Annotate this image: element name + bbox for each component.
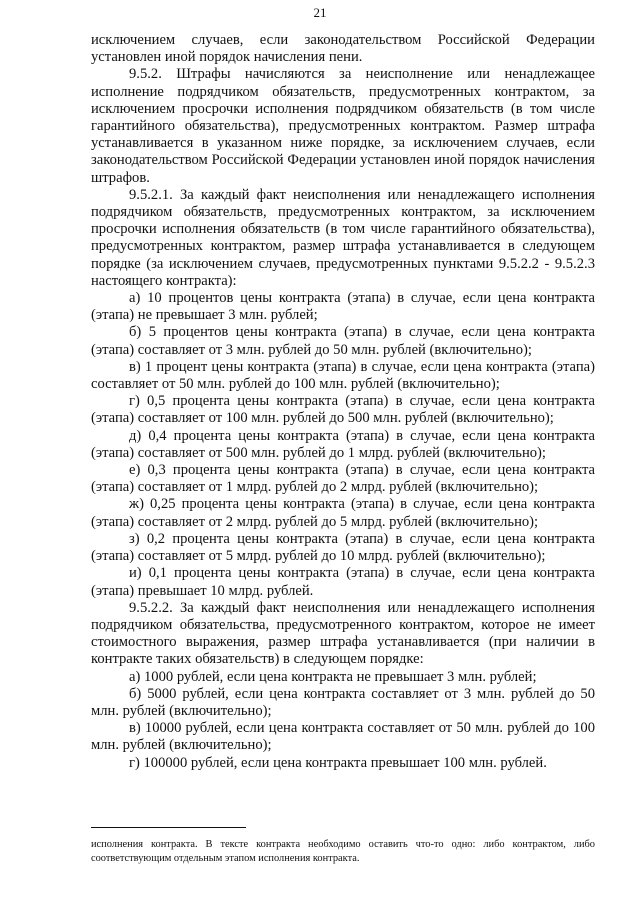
list-item-a: а) 10 процентов цены контракта (этапа) в случае, если цена контракта (этапа) не превышает 3 млн. рублей;	[91, 290, 595, 324]
list-item-b: б) 5 процентов цены контракта (этапа) в случае, если цена контракта (этапа) составляет от 3 млн. рублей до 50 млн. рублей (включительно);	[91, 324, 595, 358]
list-item-d: д) 0,4 процента цены контракта (этапа) в случае, если цена контракта (этапа) составляет от 500 млн. рублей до 1 млрд. рублей (включительно);	[91, 427, 595, 461]
fine-item-g: г) 100000 рублей, если цена контракта превышает 100 млн. рублей.	[129, 754, 547, 771]
paragraph-9-5-2: 9.5.2. Штрафы начисляются за неисполнение или ненадлежащее исполнение подрядчиком обязательств, предусмотренных контрактом, за исключением просрочки исполнения подрядчиком обязательств (в том числе гарантийного обязательства), предусмотренных контрактом. Размер штрафа устанавливается в указанном ниже порядке, за исключением случаев, если законодательством Российской Федерации установлен иной порядок начисления штрафов.	[91, 66, 595, 186]
fine-item-a: а) 1000 рублей, если цена контракта не превышает 3 млн. рублей;	[129, 668, 537, 685]
fine-item-v: в) 10000 рублей, если цена контракта составляет от 50 млн. рублей до 100 млн. рублей (включительно);	[91, 720, 595, 754]
list-item-zh: ж) 0,25 процента цены контракта (этапа) в случае, если цена контракта (этапа) составляет от 2 млрд. рублей до 5 млрд. рублей (включительно);	[91, 496, 595, 530]
list-item-z: з) 0,2 процента цены контракта (этапа) в случае, если цена контракта (этапа) составляет от 5 млрд. рублей до 10 млрд. рублей (включительно);	[91, 530, 595, 565]
list-item-i: и) 0,1 процента цены контракта (этапа) в случае, если цена контракта (этапа) превышает 10 млрд. рублей.	[91, 565, 595, 599]
list-item-g: г) 0,5 процента цены контракта (этапа) в случае, если цена контракта (этапа) составляет от 100 млн. рублей до 500 млн. рублей (включительно);	[91, 393, 595, 427]
page-number: 21	[313, 5, 327, 20]
footnote-separator	[91, 827, 246, 828]
list-item-e: е) 0,3 процента цены контракта (этапа) в случае, если цена контракта (этапа) составляет от 1 млрд. рублей до 2 млрд. рублей (включительно);	[91, 462, 595, 496]
footnote-text: исполнения контракта. В тексте контракта необходимо оставить что-то одно: либо контрактом, либо соответствующим отдельным этапом исполнения контракта.	[91, 839, 595, 864]
paragraph-9-5-2-2: 9.5.2.2. За каждый факт неисполнения или ненадлежащего исполнения подрядчиком обязательства, предусмотренного контрактом, которое не имеет стоимостного выражения, размер штрафа устанавливается (при наличии в контракте таких обязательств) в следующем порядке:	[91, 599, 595, 668]
paragraph-9-5-2-1: 9.5.2.1. За каждый факт неисполнения или ненадлежащего исполнения подрядчиком обязательств, предусмотренных контрактом, за исключением просрочки исполнения обязательств (в том числе гарантийного обязательства), предусмотренных контрактом, размер штрафа устанавливается в следующем порядке (за исключением случаев, предусмотренных пунктами 9.5.2.2 - 9.5.2.3 настоящего контракта):	[91, 186, 595, 289]
paragraph-continuation: исключением случаев, если законодательством Российской Федерации установлен иной порядок начисления пени.	[91, 32, 595, 66]
list-item-v: в) 1 процент цены контракта (этапа) в случае, если цена контракта (этапа) составляет от 50 млн. рублей до 100 млн. рублей (включительно);	[91, 358, 595, 393]
fine-item-b: б) 5000 рублей, если цена контракта составляет от 3 млн. рублей до 50 млн. рублей (включительно);	[91, 685, 595, 719]
body-text	[91, 32, 595, 772]
